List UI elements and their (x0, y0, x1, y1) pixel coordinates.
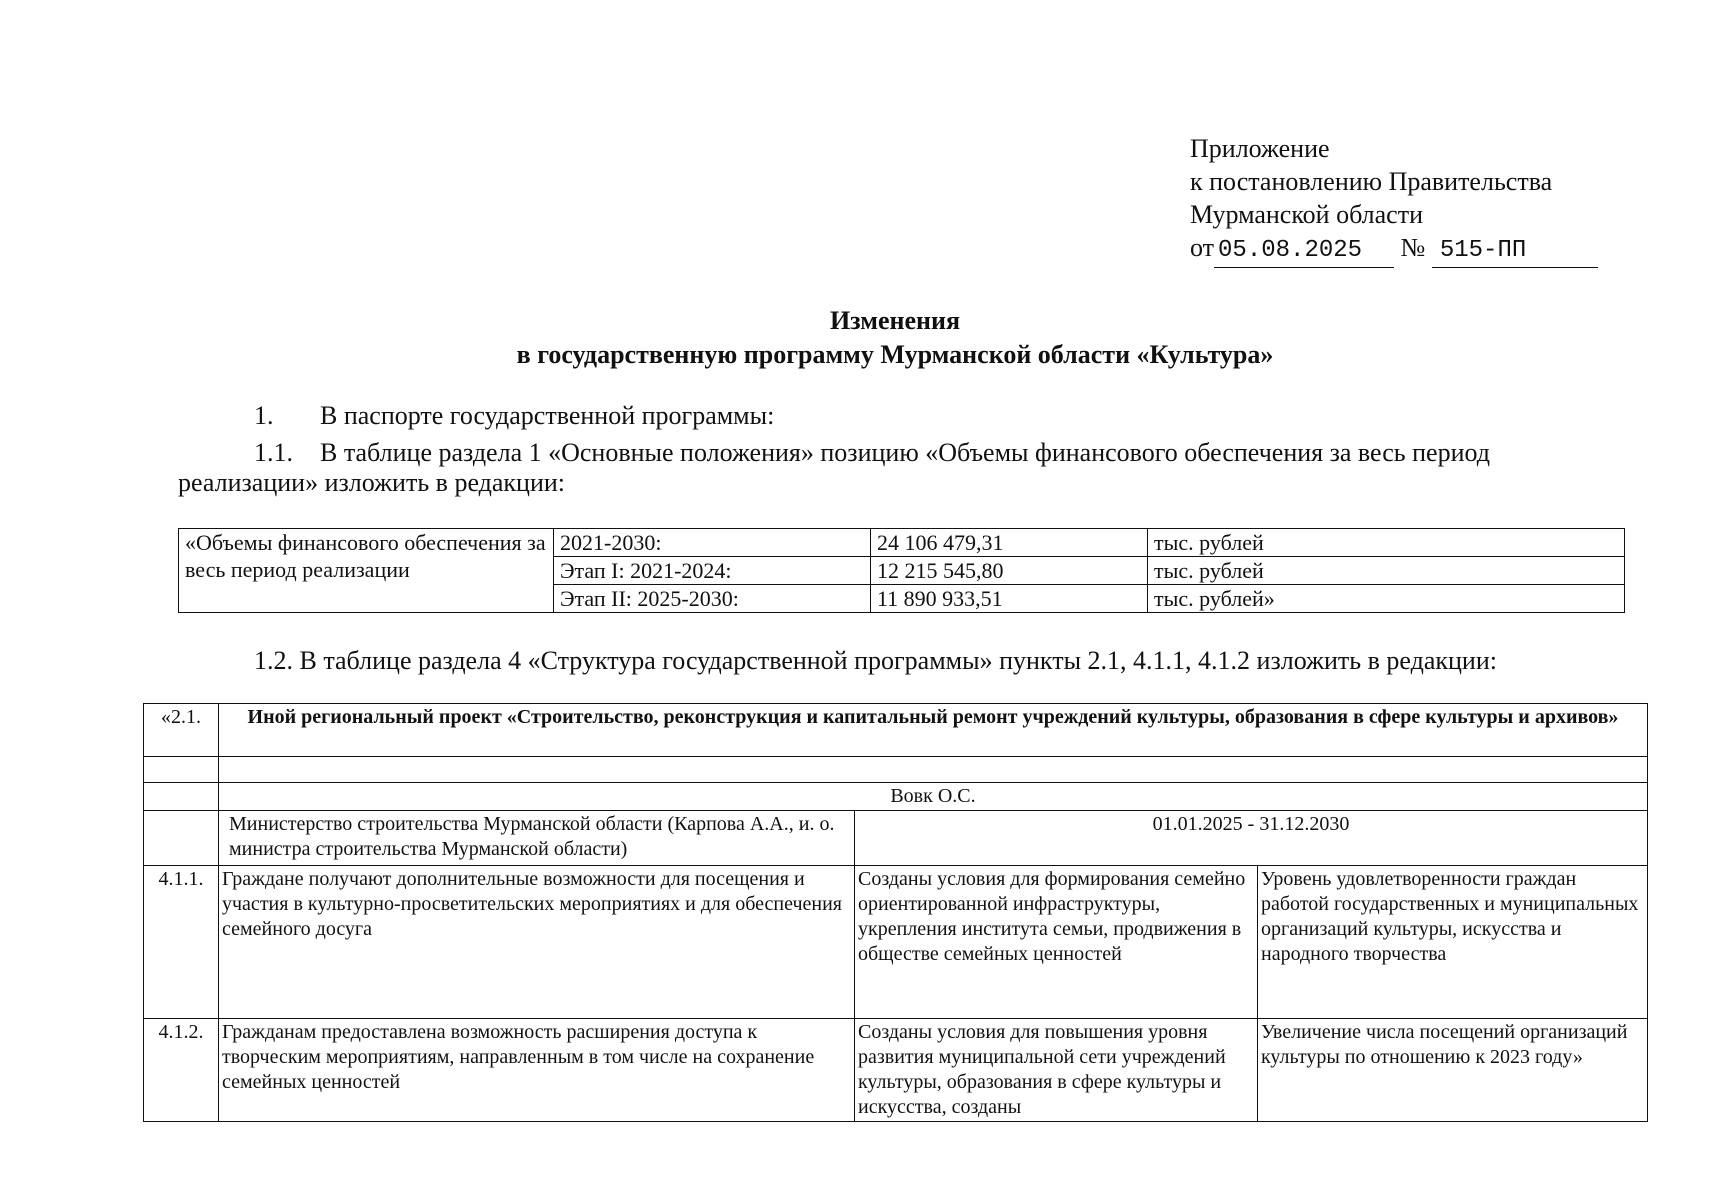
title-line-1: Изменения (829, 306, 961, 335)
structure-table (143, 703, 1648, 1122)
appendix-date-line (1190, 231, 1598, 268)
finance-amount: 12 215 545,80 (871, 557, 1148, 585)
paragraph-text: В таблице раздела 1 «Основные положения» позицию «Объемы финансового обеспечения за весь период (320, 438, 1490, 467)
appendix-line-1: Приложение (1190, 134, 1330, 163)
paragraph-number: 1.1. (254, 438, 293, 467)
empty-cell (144, 811, 219, 866)
finance-amount: 11 890 933,51 (871, 585, 1148, 613)
table-row (144, 783, 1648, 811)
row-number: 4.1.2. (144, 1019, 219, 1122)
appendix-header (1190, 132, 1598, 268)
effect-cell: Созданы условия для формирования семейно ориентированной инфраструктуры, укрепления института семьи, продвижения в обществе семейных ценностей (855, 866, 1258, 1019)
task-cell: Гражданам предоставлена возможность расширения доступа к творческим мероприятиям, направленным в том числе на сохранение семейных ценностей (219, 1019, 855, 1122)
table-row (144, 757, 1648, 783)
row-number: «2.1. (144, 704, 219, 757)
finance-unit: тыс. рублей (1148, 529, 1625, 557)
paragraph-number: 1. (254, 401, 274, 430)
effect-cell: Созданы условия для повышения уровня развития муниципальной сети учреждений культуры, образования в сфере культуры и искусства, созданы (855, 1019, 1258, 1122)
empty-cell (219, 757, 1648, 783)
table-row (144, 1019, 1648, 1122)
appendix-line-2: к постановлению Правительства (1190, 167, 1553, 196)
finance-period: Этап II: 2025-2030: (554, 585, 871, 613)
indicator-cell: Увеличение числа посещений организаций культуры по отношению к 2023 году» (1258, 1019, 1648, 1122)
paragraph-1 (254, 400, 774, 431)
finance-period: 2021-2030: (554, 529, 871, 557)
table-row (144, 704, 1648, 757)
date-prefix: от (1190, 233, 1215, 262)
appendix-line-3: Мурманской области (1190, 200, 1423, 229)
curator-name: Вовк О.С. (219, 783, 1648, 811)
paragraph-1-1 (254, 437, 1490, 468)
table-row (144, 811, 1648, 866)
finance-table (178, 528, 1625, 613)
finance-amount: 24 106 479,31 (871, 529, 1148, 557)
indicator-cell: Уровень удовлетворенности граждан работой государственных и муниципальных организаций культуры, искусства и народного творчества (1258, 866, 1648, 1019)
empty-cell (144, 757, 219, 783)
resolution-number: 515-ПП (1432, 234, 1598, 268)
table-row (179, 529, 1625, 557)
project-title: Иной региональный проект «Строительство, реконструкция и капитальный ремонт учреждений культуры, образования в сфере культуры и архивов» (219, 704, 1648, 757)
implementation-period: 01.01.2025 - 31.12.2030 (855, 811, 1648, 866)
document-title (0, 304, 1715, 372)
finance-unit: тыс. рублей» (1148, 585, 1625, 613)
paragraph-1-2: 1.2. В таблице раздела 4 «Структура государственной программы» пункты 2.1, 4.1.1, 4.1.2 изложить в редакции: (254, 646, 1497, 675)
resolution-date: 05.08.2025 (1214, 234, 1394, 268)
finance-period: Этап I: 2021-2024: (554, 557, 871, 585)
paragraph-text: В паспорте государственной программы: (320, 401, 775, 430)
responsible-ministry: Министерство строительства Мурманской области (Карпова А.А., и. о. министра строительства Мурманской области) (219, 811, 855, 866)
table-row (144, 866, 1648, 1019)
title-line-2: в государственную программу Мурманской области «Культура» (516, 340, 1274, 369)
finance-unit: тыс. рублей (1148, 557, 1625, 585)
finance-label-cell: «Объемы финансового обеспечения за весь период реализации (179, 529, 554, 613)
row-number: 4.1.1. (144, 866, 219, 1019)
empty-cell (144, 783, 219, 811)
paragraph-1-1-continued: реализации» изложить в редакции: (178, 468, 566, 497)
number-prefix: № (1400, 233, 1426, 262)
task-cell: Граждане получают дополнительные возможности для посещения и участия в культурно-просветительских мероприятиях и для обеспечения семейного досуга (219, 866, 855, 1019)
